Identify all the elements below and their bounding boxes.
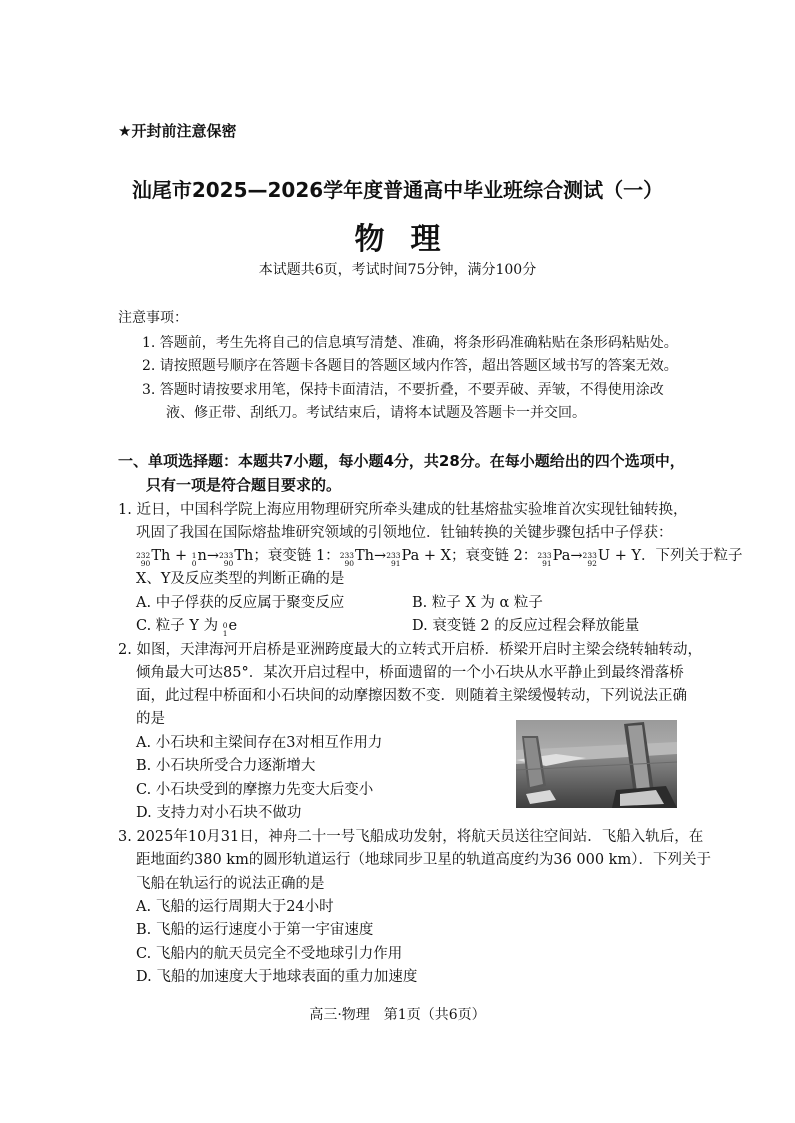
q1-stem: 巩固了我国在国际熔盐堆研究领域的引领地位．钍铀转换的关键步骤包括中子俘获： — [136, 525, 673, 541]
q2-option-d[interactable]: D. 支持力对小石块不做功 — [136, 805, 302, 821]
bridge-photo — [516, 720, 677, 808]
section-heading: 一、单项选择题：本题共7小题，每小题4分，共28分。在每小题给出的四个选项中， — [118, 452, 685, 470]
q2-stem: 倾角最大可达85°．某次开启过程中，桥面遗留的一个小石块从水平静止到最终滑落桥 — [136, 665, 684, 681]
subject-title: 物理 — [354, 222, 467, 257]
q1-option-d[interactable]: D. 衰变链 2 的反应过程会释放能量 — [412, 618, 640, 634]
q3-option-b[interactable]: B. 飞船的运行速度小于第一宇宙速度 — [136, 922, 374, 938]
q1-stem: 1. 近日，中国科学院上海应用物理研究所牵头建成的钍基熔盐实验堆首次实现钍铀转换， — [118, 502, 688, 518]
q2-stem: 2. 如图，天津海河开启桥是亚洲跨度最大的立转式开启桥．桥梁开启时主梁会绕转轴转动， — [118, 642, 702, 658]
q2-option-a[interactable]: A. 小石块和主梁间存在3对相互作用力 — [136, 735, 383, 751]
note-item: 1. 答题前，考生先将自己的信息填写清楚、准确，将条形码准确粘贴在条形码粘贴处。 — [142, 335, 678, 351]
q2-stem: 面，此过程中桥面和小石块间的动摩擦因数不变．则随着主梁缓慢转动，下列说法正确 — [136, 688, 687, 704]
q3-stem: 距地面约380 km的圆形轨道运行（地球同步卫星的轨道高度约为36 000 km）．下列关于 — [136, 852, 711, 868]
exam-info: 本试题共6页，考试时间75分钟，满分100分 — [258, 262, 537, 278]
q1-equation: 232 90 Th + 1 0 n→ 233 90 Th；衰变链 1： 233 90 Th→ 233 91 Pa + X；衰变链 2： 233 91 Pa→ 233 92 U + Y．下列关于粒子 — [136, 548, 743, 568]
q2-option-c[interactable]: C. 小石块受到的摩擦力先变大后变小 — [136, 782, 374, 798]
q1-option-b[interactable]: B. 粒子 X 为 α 粒子 — [412, 595, 543, 611]
q1-option-a[interactable]: A. 中子俘获的反应属于聚变反应 — [136, 595, 345, 611]
note-item: 3. 答题时请按要求用笔，保持卡面清洁，不要折叠，不要弄破、弄皱，不得使用涂改 — [142, 382, 664, 398]
q3-option-d[interactable]: D. 飞船的加速度大于地球表面的重力加速度 — [136, 969, 418, 985]
page-footer: 高三·物理 第1页（共6页） — [309, 1007, 486, 1023]
q1-stem: X、Y及反应类型的判断正确的是 — [136, 571, 345, 587]
note-item: 2. 请按照题号顺序在答题卡各题目的答题区域内作答，超出答题区域书写的答案无效。 — [142, 358, 678, 374]
exam-title: 汕尾市2025—2026学年度普通高中毕业班综合测试（一） — [131, 178, 664, 202]
confidential-notice: ★开封前注意保密 — [118, 122, 237, 140]
q3-stem: 3. 2025年10月31日，神舟二十一号飞船成功发射，将航天员送往空间站．飞船入轨后，在 — [118, 829, 704, 845]
notes-title: 注意事项： — [118, 310, 188, 326]
q3-stem: 飞船在轨运行的说法正确的是 — [136, 876, 325, 892]
q3-option-a[interactable]: A. 飞船的运行周期大于24小时 — [136, 899, 334, 915]
note-item: 液、修正带、刮纸刀。考试结束后，请将本试题及答题卡一并交回。 — [166, 405, 586, 421]
q3-option-c[interactable]: C. 飞船内的航天员完全不受地球引力作用 — [136, 946, 403, 962]
section-heading-cont: 只有一项是符合题目要求的。 — [146, 476, 342, 494]
q2-option-b[interactable]: B. 小石块所受合力逐渐增大 — [136, 758, 316, 774]
q1-option-c[interactable]: C. 粒子 Y 为 0 1 e — [136, 618, 238, 638]
q2-stem: 的是 — [136, 711, 165, 727]
